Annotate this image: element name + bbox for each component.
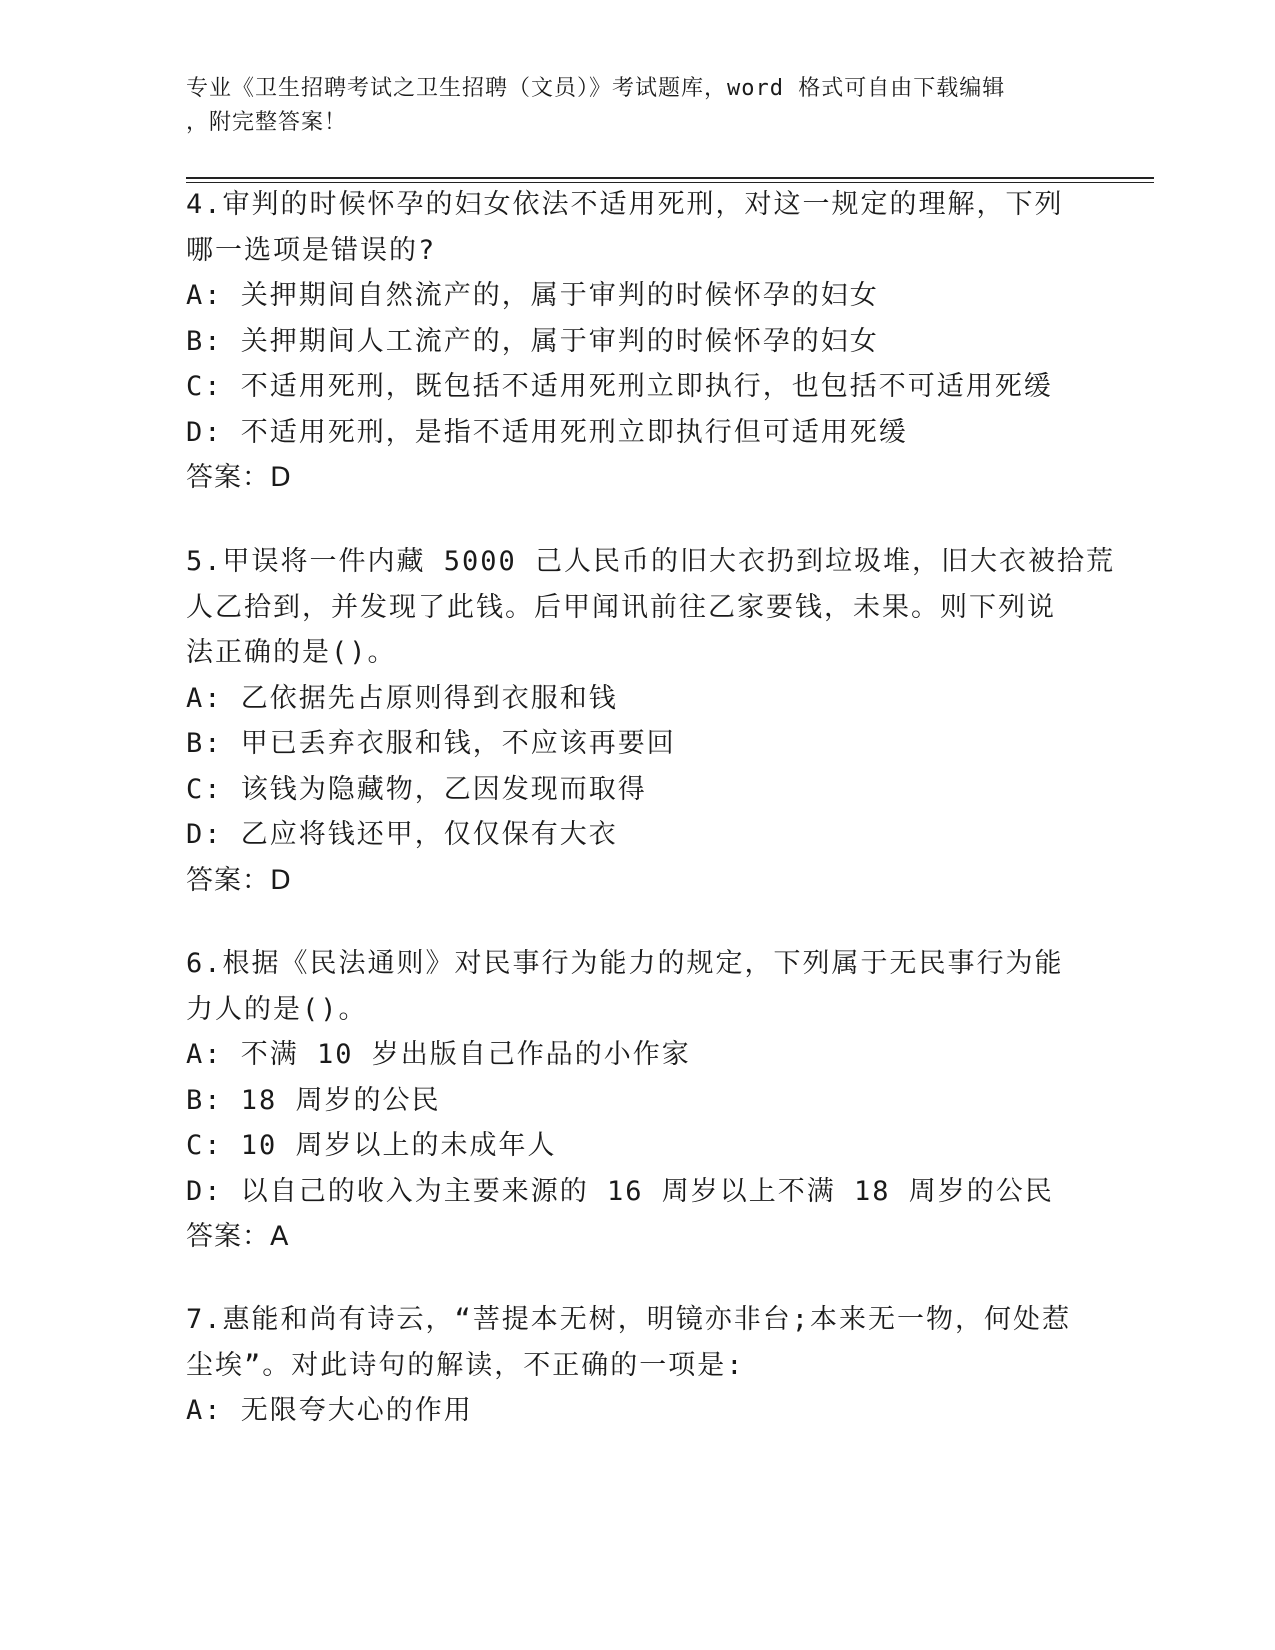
option-a: A: 无限夸大心的作用 — [186, 1395, 473, 1426]
answer-label: 答案：A — [186, 1221, 290, 1252]
header-divider-thick — [186, 177, 1154, 179]
option-c: C: 10 周岁以上的未成年人 — [186, 1130, 557, 1161]
question-stem: 尘埃”。对此诗句的解读，不正确的一项是: — [186, 1349, 745, 1381]
question-stem: 7.惠能和尚有诗云，“菩提本无树，明镜亦非台;本来无一物，何处惹 — [186, 1304, 1072, 1335]
option-a: A: 不满 10 岁出版自己作品的小作家 — [186, 1039, 691, 1070]
option-d: D: 乙应将钱还甲，仅仅保有大衣 — [186, 819, 618, 850]
question-stem: 法正确的是()。 — [186, 637, 397, 668]
question-stem: 人乙拾到，并发现了此钱。后甲闻讯前往乙家要钱，未果。则下列说 — [186, 591, 1056, 623]
option-b: B: 18 周岁的公民 — [186, 1084, 441, 1116]
question-stem: 5.甲误将一件内藏 5000 己人民币的旧大衣扔到垃圾堆，旧大衣被拾荒 — [186, 546, 1116, 577]
document-header — [186, 72, 1066, 140]
option-b: B: 关押期间人工流产的，属于审判的时候怀孕的妇女 — [186, 325, 879, 357]
question-7 — [186, 1297, 1086, 1434]
question-6 — [186, 941, 1086, 1260]
question-stem: 哪一选项是错误的? — [186, 234, 437, 266]
answer-label: 答案：D — [186, 864, 292, 896]
option-c: C: 不适用死刑，既包括不适用死刑立即执行，也包括不可适用死缓 — [186, 371, 1053, 402]
question-5 — [186, 539, 1116, 903]
question-stem: 6.根据《民法通则》对民事行为能力的规定，下列属于无民事行为能 — [186, 948, 1064, 979]
question-4 — [186, 182, 1086, 501]
answer-label: 答案：D — [186, 462, 292, 493]
option-d: D: 以自己的收入为主要来源的 16 周岁以上不满 18 周岁的公民 — [186, 1175, 1054, 1207]
option-c: C: 该钱为隐藏物，乙因发现而取得 — [186, 773, 647, 805]
question-stem: 力人的是()。 — [186, 993, 368, 1025]
question-stem: 4.审判的时候怀孕的妇女依法不适用死刑，对这一规定的理解，下列 — [186, 189, 1064, 220]
header-line-1: 专业《卫生招聘考试之卫生招聘（文员）》考试题库，word 格式可自由下载编辑 — [186, 76, 1006, 101]
option-d: D: 不适用死刑，是指不适用死刑立即执行但可适用死缓 — [186, 416, 908, 448]
header-line-2: ，附完整答案！ — [186, 110, 348, 135]
option-a: A: 乙依据先占原则得到衣服和钱 — [186, 682, 618, 714]
option-a: A: 关押期间自然流产的，属于审判的时候怀孕的妇女 — [186, 280, 879, 311]
option-b: B: 甲已丢弃衣服和钱，不应该再要回 — [186, 728, 676, 759]
